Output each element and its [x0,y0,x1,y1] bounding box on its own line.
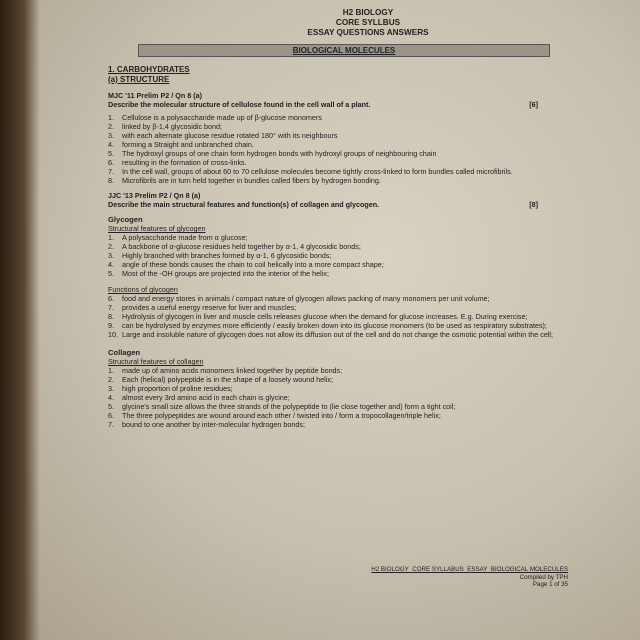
shadow-edge [0,0,40,640]
list-item-number: 8. [108,176,114,185]
list-item-number: 5. [108,402,114,411]
list-item-number: 2. [108,122,114,131]
list-item [108,393,628,402]
topic-banner: BIOLOGICAL MOLECULES [138,44,550,57]
list-item-text: Most of the -OH groups are projected into the interior of the helix; [122,269,329,278]
section-title: 1. CARBOHYDRATES [108,65,190,74]
list-item-text: Hydrolysis of glycogen in liver and muscle cells releases glucose when the demand for glucose increases. E.g. During exercise; [122,312,528,321]
list-item-number: 3. [108,131,114,140]
list-item-text: forming a Straight and unbranched chain. [122,140,254,149]
list-item [108,149,628,158]
list-item-number: 1. [108,233,114,242]
q2-question [108,200,538,209]
list-item-number: 4. [108,393,114,402]
list-item [108,420,628,429]
glycogen-func-list [108,294,628,339]
list-item [108,321,628,330]
list-item-number: 4. [108,140,114,149]
q2-marks: [8] [529,200,538,209]
list-item-text: food and energy stores in animals / compact nature of glycogen allows packing of many monomers per unit volume; [122,294,490,303]
collagen-struct-list [108,366,628,429]
list-item [108,251,628,260]
list-item-text: made up of amino acids monomers linked together by peptide bonds; [122,366,343,375]
q1-question [108,100,538,109]
list-item [108,242,628,251]
header-line-3: ESSAY QUESTIONS ANSWERS [307,28,429,37]
list-item [108,375,628,384]
list-item [108,402,628,411]
list-item [108,122,628,131]
list-item-text: resulting in the formation of cross-links. [122,158,247,167]
header-line-2: CORE SYLLBUS [335,18,401,27]
list-item-text: linked by β-1,4 glycosidic bond; [122,122,223,131]
list-item-text: glycine's small size allows the three strands of the polypeptide to (lie close together and) form a tight coil; [122,402,456,411]
list-item-number: 2. [108,375,114,384]
list-item-number: 6. [108,294,114,303]
list-item-text: A polysaccharide made from α glucose; [122,233,248,242]
list-item-number: 8. [108,312,114,321]
list-item [108,411,628,420]
list-item [108,294,628,303]
q1-ref: MJC '11 Prelim P2 / Qn 8 (a) [108,91,202,100]
list-item-text: Microfibrils are in turn held together in bundles called fibers by hydrogen bonding. [122,176,381,185]
list-item-text: The three polypeptides are wound around each other / twisted into / form a tropocollagen/triple helix; [122,411,441,420]
list-item-number: 10. [108,330,118,339]
list-item [108,233,628,242]
list-item-text: high proportion of proline residues; [122,384,233,393]
list-item-text: angle of these bonds causes the chain to coil helically into a more compact shape; [122,260,384,269]
glycogen-func-heading: Functions of glycogen [108,285,178,294]
list-item [108,312,628,321]
list-item [108,384,628,393]
glycogen-struct-list [108,233,628,278]
list-item-number: 6. [108,411,114,420]
collagen-struct-heading: Structural features of collagen [108,357,204,366]
list-item-number: 1. [108,366,114,375]
q1-marks: [6] [529,100,538,109]
list-item-text: almost every 3rd amino acid in each chain is glycine; [122,393,290,402]
list-item-text: bound to one another by inter-molecular hydrogen bonds; [122,420,306,429]
glycogen-struct-heading: Structural features of glycogen [108,224,206,233]
list-item-number: 7. [108,167,114,176]
list-item-text: The hydroxyl groups of one chain form hydrogen bonds with hydroxyl groups of neighbouring chain [122,149,437,158]
header-line-1: H2 BIOLOGY [342,8,394,17]
q2-text: Describe the main structural features and function(s) of collagen and glycogen. [108,200,380,209]
list-item-text: In the cell wall, groups of about 60 to 70 cellulose molecules become tightly cross-linked to form bundles called microfibrils. [122,167,513,176]
glycogen-title: Glycogen [108,215,143,224]
list-item [108,366,628,375]
list-item-number: 7. [108,420,114,429]
list-item [108,176,628,185]
list-item [108,269,628,278]
list-item-number: 4. [108,260,114,269]
footer-page-number: Page 1 of 35 [532,581,568,588]
footer-filename: H2 BIOLOGY_CORE SYLLABUS_ESSAY_BIOLOGICAL MOLECULES [371,566,568,573]
q1-answer-list [108,113,628,185]
list-item-text: A backbone of α-glucose residues held together by α-1, 4 glycosidic bonds; [122,242,361,251]
list-item-text: with each alternate glucose residue rotated 180° with its neighbours [122,131,338,140]
list-item [108,131,628,140]
list-item [108,303,628,312]
q2-ref: JJC '13 Prelim P2 / Qn 8 (a) [108,191,201,200]
list-item-text: provides a useful energy reserve for liver and muscles; [122,303,297,312]
footer-compiled: Compiled by TPH [519,573,568,581]
list-item-text: Highly branched with branches formed by α-1, 6 glycosidic bonds; [122,251,332,260]
list-item-number: 6. [108,158,114,167]
section-subtitle: (a) STRUCTURE [108,75,170,84]
list-item [108,158,628,167]
list-item-number: 1. [108,113,114,122]
list-item-text: Cellulose is a polysaccharide made up of β-glucose monomers [122,113,322,122]
list-item-number: 9. [108,321,114,330]
list-item-number: 7. [108,303,114,312]
list-item-number: 2. [108,242,114,251]
list-item-number: 5. [108,269,114,278]
document-page [108,8,628,638]
page-footer [348,566,568,589]
list-item-number: 3. [108,251,114,260]
collagen-title: Collagen [108,348,141,357]
q1-text: Describe the molecular structure of cellulose found in the cell wall of a plant. [108,100,371,109]
list-item-text: Large and insoluble nature of glycogen does not allow its diffusion out of the cell and do not change the osmotic potential within the cell; [122,330,554,339]
list-item [108,330,628,339]
list-item [108,167,628,176]
list-item-text: Each (helical) polypeptide is in the shape of a loosely wound helix; [122,375,333,384]
list-item-number: 3. [108,384,114,393]
list-item [108,140,628,149]
list-item-number: 5. [108,149,114,158]
list-item [108,260,628,269]
list-item [108,113,628,122]
list-item-text: can be hydrolysed by enzymes more efficiently / easily broken down into its glucose monomers (to be used as respiratory substrates); [122,321,547,330]
